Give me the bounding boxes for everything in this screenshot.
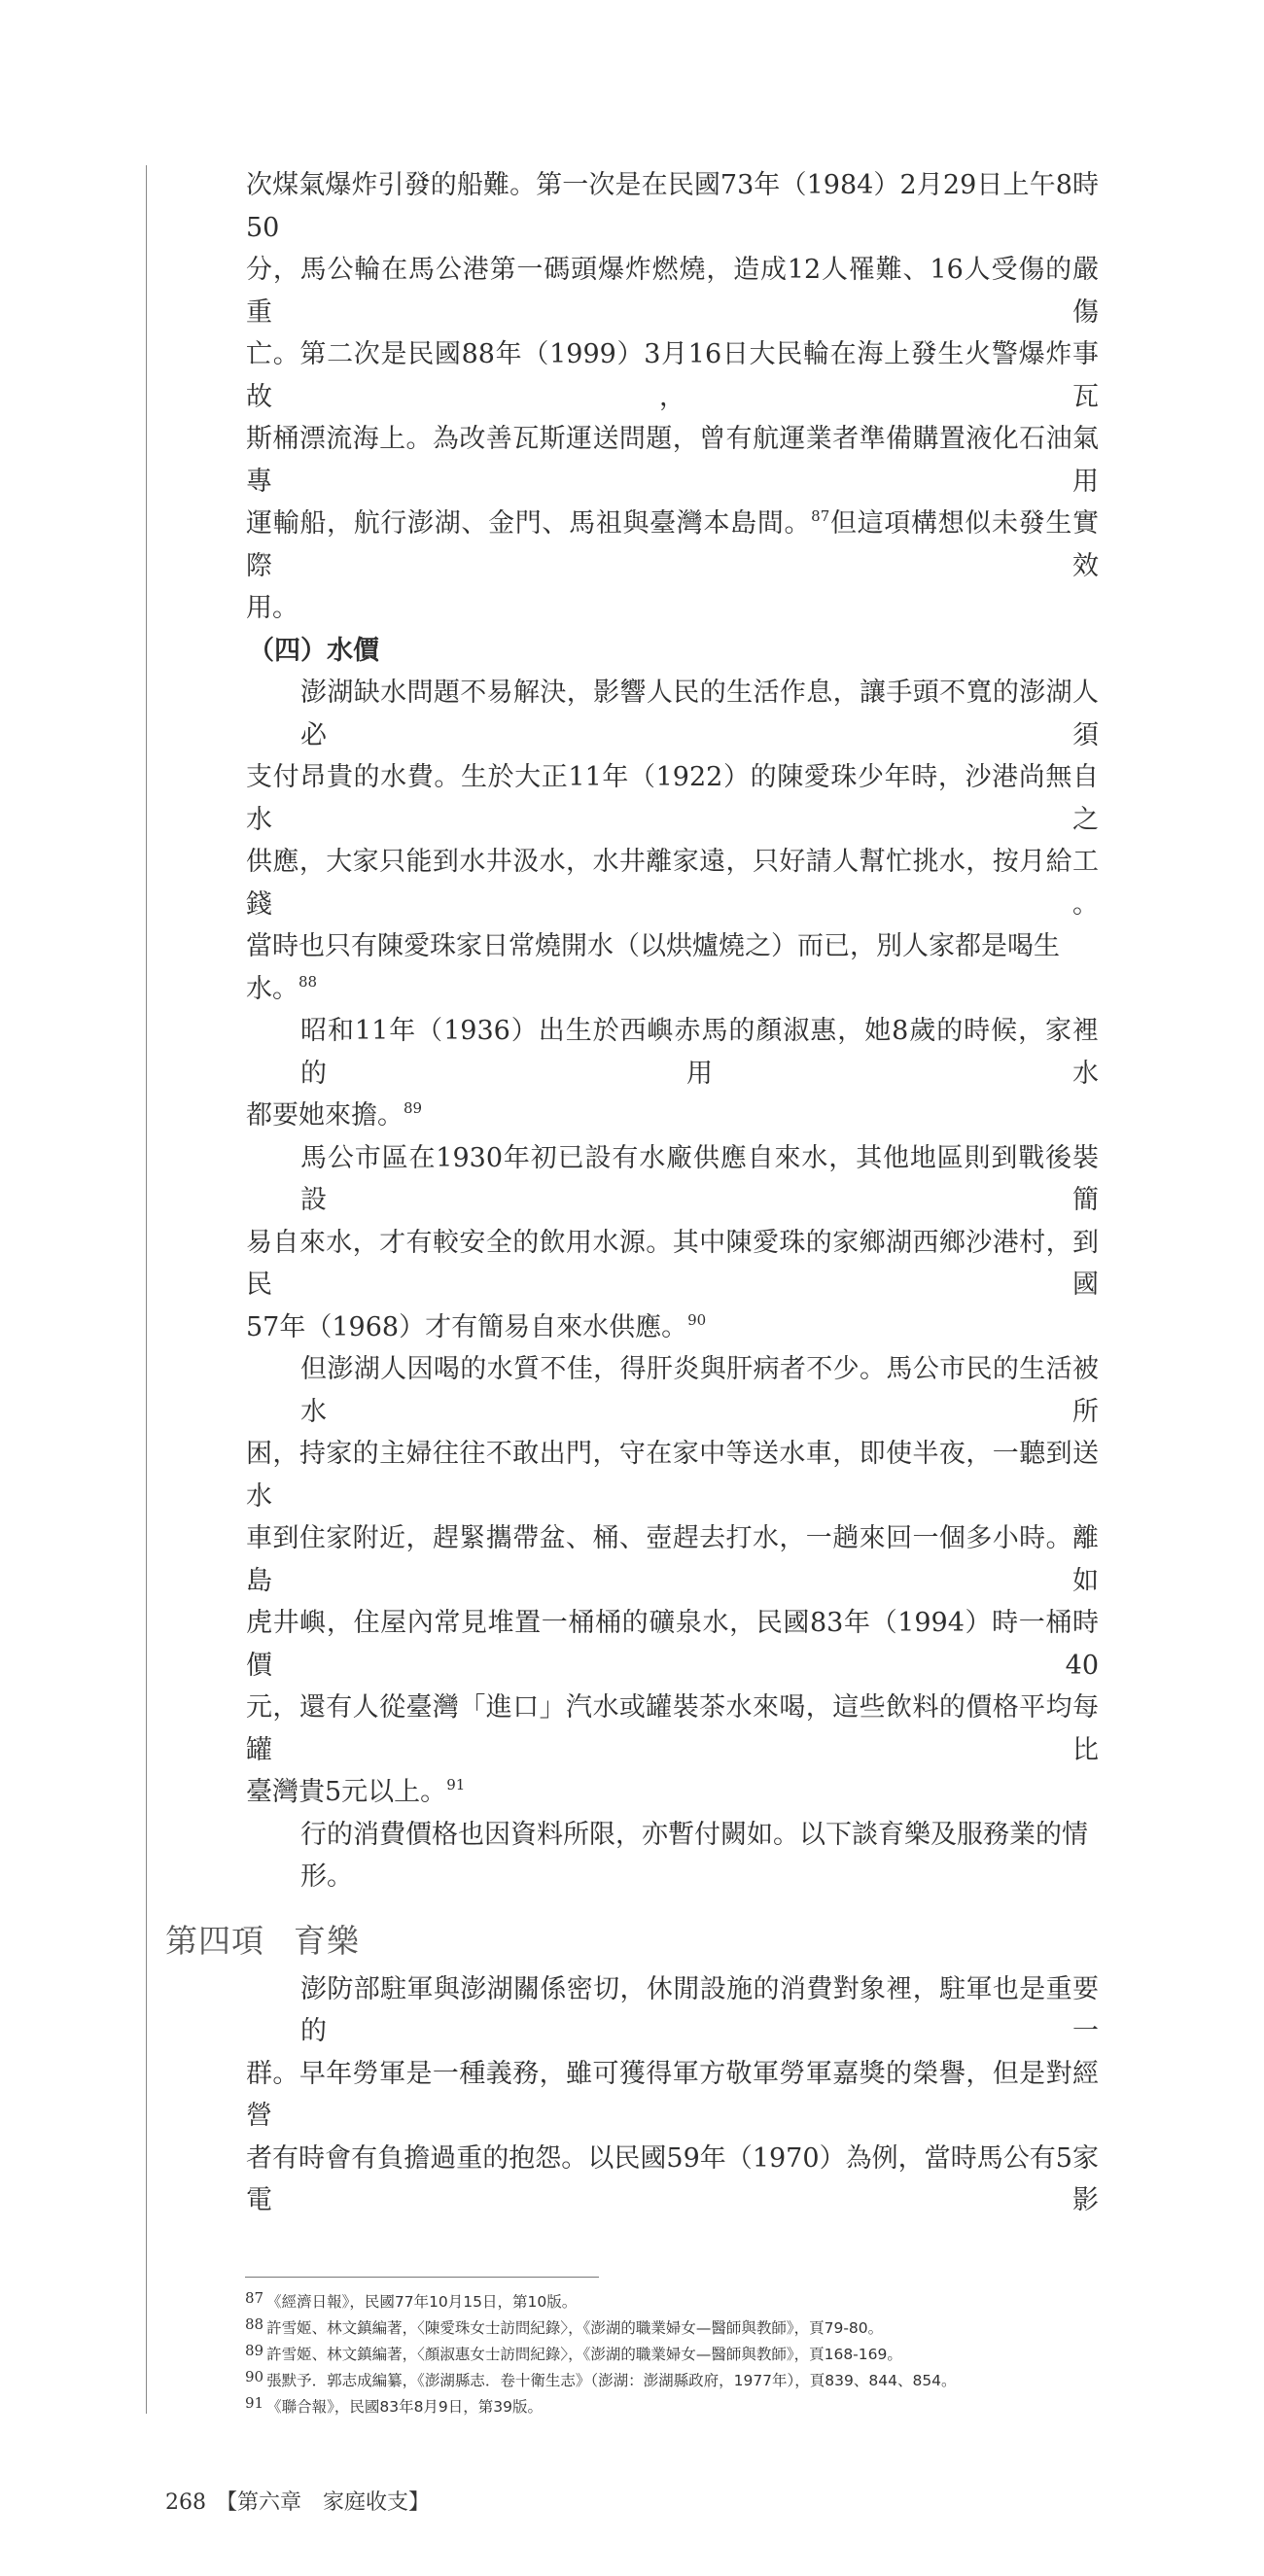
page-number: 268 — [165, 2489, 206, 2515]
text-line: 亡。第二次是民國88年（1999）3月16日大民輪在海上發生火警爆炸事故，瓦 — [246, 339, 1099, 412]
footnote-ref: 89 — [404, 1099, 423, 1117]
text-line: 元，還有人從臺灣「進口」汽水或罐裝茶水來喝，這些飲料的價格平均每罐比 — [246, 1692, 1099, 1765]
paragraph — [246, 1814, 1099, 1898]
footnote-text: 許雪姬、林文鎮編著，〈陳愛珠女士訪問紀錄〉，《澎湖的職業婦女—醫師與教師》，頁79-80。 — [266, 2318, 884, 2337]
text-line — [246, 1095, 1099, 1137]
page-footer — [165, 2489, 1264, 2518]
text-line: 易自來水，才有較安全的飲用水源。其中陳愛珠的家鄉湖西鄉沙港村，到民國 — [246, 1227, 1099, 1300]
section-number: 第四項 — [165, 1921, 264, 1960]
text-line: 斯桶漂流海上。為改善瓦斯運送問題，曾有航運業者準備購置液化石油氣專用 — [246, 424, 1099, 497]
footnote-text: 張默予．郭志成編纂，《澎湖縣志．卷十衛生志》（澎湖：澎湖縣政府，1977年），頁839、844、854。 — [266, 2371, 957, 2389]
text-line: 澎防部駐軍與澎湖關係密切，休閒設施的消費對象裡，駐軍也是重要的一 — [300, 1973, 1099, 2046]
footnote — [245, 2342, 1169, 2368]
text-line: 虎井嶼，住屋內常見堆置一桶桶的礦泉水，民國83年（1994）時一桶時價40 — [246, 1608, 1099, 1681]
text-line — [246, 1306, 1099, 1349]
text-line — [246, 925, 1099, 1010]
text-line: 澎湖缺水問題不易解決，影響人民的生活作息，讓手頭不寬的澎湖人必須 — [300, 678, 1099, 750]
footnote-divider — [245, 2277, 599, 2278]
footnote — [245, 2315, 1169, 2342]
text-line: 困，持家的主婦往往不敢出門，守在家中等送水車，即使半夜，一聽到送水 — [246, 1439, 1099, 1512]
text-line: 分，馬公輪在馬公港第一碼頭爆炸燃燒，造成12人罹難、16人受傷的嚴重傷 — [246, 255, 1099, 328]
text-segment: 57年（1968）才有簡易自來水供應。 — [246, 1311, 688, 1342]
text-segment: 當時也只有陳愛珠家日常燒開水（以烘爐燒之）而已，別人家都是喝生水。 — [246, 931, 1060, 1004]
text-line: 用。 — [246, 593, 298, 623]
text-line: 車到住家附近，趕緊攜帶盆、桶、壺趕去打水，一趟來回一個多小時。離島如 — [246, 1523, 1099, 1596]
footnote-text: 許雪姬、林文鎮編著，〈顏淑惠女士訪問紀錄〉，《澎湖的職業婦女—醫師與教師》，頁168-169。 — [266, 2345, 902, 2363]
footnote-ref: 91 — [446, 1776, 466, 1793]
text-line: 行的消費價格也因資料所限，亦暫付闕如。以下談育樂及服務業的情形。 — [300, 1819, 1088, 1892]
text-segment: 運輸船，航行澎湖、金門、馬祖與臺灣本島間。 — [246, 508, 812, 539]
running-header-chapter: 【第六章 家庭收支】 — [216, 2489, 431, 2515]
text-segment: 都要她來擔。 — [246, 1100, 404, 1131]
text-line — [246, 503, 1099, 587]
paragraph — [246, 1968, 1099, 2222]
footnote — [245, 2394, 1169, 2420]
footnote-text: 《聯合報》，民國83年8月9日，第39版。 — [266, 2397, 544, 2416]
text-line: 但澎湖人因喝的水質不佳，得肝炎與肝病者不少。馬公市民的生活被水所 — [300, 1354, 1099, 1427]
subheading: （四）水價 — [248, 635, 379, 666]
paragraph — [246, 672, 1099, 1010]
section-body — [246, 1968, 1099, 2222]
footnotes — [245, 2289, 1169, 2420]
footnote-text: 《經濟日報》，民國77年10月15日，第10版。 — [266, 2292, 578, 2311]
section-heading — [165, 1920, 1264, 1963]
footnote-number: 89 — [245, 2341, 264, 2359]
section-title: 育樂 — [294, 1921, 360, 1960]
text-line: 次煤氣爆炸引發的船難。第一次是在民國73年（1984）2月29日上午8時50 — [246, 170, 1099, 243]
footnote-number: 88 — [245, 2315, 264, 2333]
paragraph — [246, 1010, 1099, 1137]
paragraph — [246, 164, 1099, 630]
text-line: 者有時會有負擔過重的抱怨。以民國59年（1970）為例，當時馬公有5家電影 — [246, 2142, 1099, 2215]
footnote-ref: 88 — [298, 972, 318, 991]
text-line — [246, 1771, 1099, 1814]
text-line: 供應，大家只能到水井汲水，水井離家遠，只好請人幫忙挑水，按月給工錢。 — [246, 847, 1099, 920]
footnote-number: 87 — [245, 2288, 264, 2307]
margin-rule — [146, 165, 147, 2414]
text-line: 馬公市區在1930年初已設有水廠供應自來水，其他地區則到戰後裝設簡 — [300, 1142, 1099, 1215]
text-segment: 但這項構想似未發生實際效 — [246, 508, 1100, 581]
footnote-ref: 87 — [811, 507, 830, 525]
paragraph — [246, 1137, 1099, 1349]
section-body — [246, 164, 1099, 1898]
footnote — [245, 2289, 1169, 2315]
text-segment: 臺灣貴5元以上。 — [246, 1777, 447, 1807]
text-line: 支付昂貴的水費。生於大正11年（1922）的陳愛珠少年時，沙港尚無自水之 — [246, 762, 1099, 835]
footnote — [245, 2368, 1169, 2394]
paragraph — [246, 1348, 1099, 1814]
footnote-ref: 90 — [687, 1310, 707, 1329]
text-line: 群。早年勞軍是一種義務，雖可獲得軍方敬軍勞軍嘉獎的榮譽，但是對經營 — [246, 2058, 1099, 2131]
footnote-number: 90 — [245, 2367, 264, 2385]
text-line: 昭和11年（1936）出生於西嶼赤馬的顏淑惠，她8歲的時候，家裡的用水 — [300, 1016, 1099, 1089]
footnote-number: 91 — [245, 2393, 264, 2412]
